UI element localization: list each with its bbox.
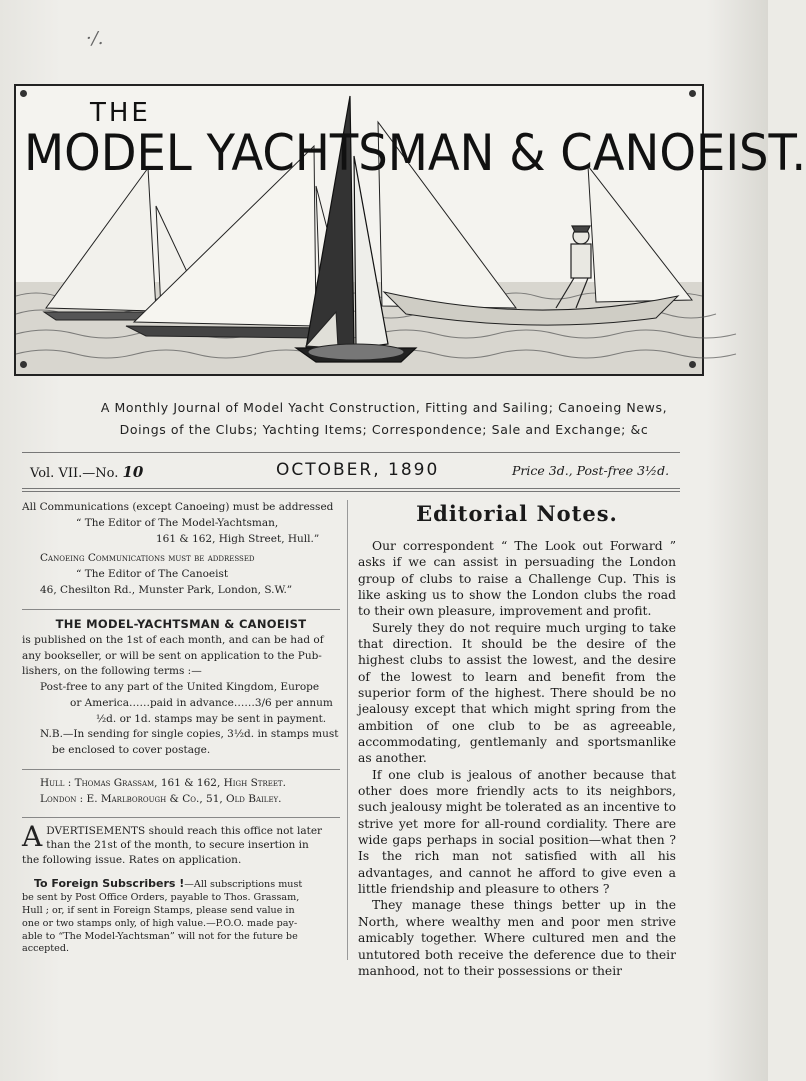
divider <box>22 769 340 770</box>
adv-line: than the 21st of the month, to secure insertion in <box>46 839 309 852</box>
editorial-paragraph: They manage these things better up in the North, where wealthy men and poor men strive amicably together. Where cultured men and the untutored both receive the deference due to their manhood, not to their possessions or their <box>358 898 676 978</box>
pub-line: any bookseller, or will be sent on application to the Pub- <box>22 649 322 662</box>
hull-agent: Hull : Thomas Grassam, 161 & 162, High Street. <box>40 776 286 789</box>
rivet-icon <box>689 361 696 368</box>
pub-line: lishers, on the following terms :— <box>22 665 202 678</box>
rivet-icon <box>20 361 27 368</box>
rivet-icon <box>20 90 27 97</box>
volume-number <box>30 463 143 481</box>
canoe-line: 46, Chesilton Rd., Munster Park, London, S.W.” <box>40 583 293 596</box>
adv-line: the following issue. Rates on application. <box>22 853 242 866</box>
pencil-margin-note: ·/. <box>86 28 104 49</box>
foreign-line: accepted. <box>22 943 70 955</box>
issue-number-handwritten: 10 <box>122 463 144 481</box>
issue-date: OCTOBER, 1890 <box>276 460 440 480</box>
foreign-line: —All subscriptions must <box>184 878 303 890</box>
divider <box>22 452 680 453</box>
foreign-line: Hull ; or, if sent in Foreign Stamps, please send value in <box>22 904 295 916</box>
left-column <box>22 500 340 956</box>
foreign-line: one or two stamps only, of high value.—P.O.O. made pay- <box>22 917 298 929</box>
foreign-line: be sent by Post Office Orders, payable to Thos. Grassam, <box>22 891 300 903</box>
volume-label: Vol. VII.—No. <box>30 466 119 481</box>
divider <box>22 817 340 818</box>
terms-line: Post-free to any part of the United Kingdom, Europe <box>40 681 320 693</box>
divider <box>22 609 340 610</box>
drop-cap: A <box>22 820 43 854</box>
editorial-paragraph: Our correspondent “ The Look out Forward ” asks if we can assist in persuading the London group of clubs to raise a Challenge Cup. This is like asking us to show the London clubs the road to their own pleasure, improvement and profit. <box>358 538 676 619</box>
nb-line: be enclosed to cover postage. <box>52 744 211 756</box>
editorial-column <box>358 500 676 979</box>
masthead-illustration <box>14 84 806 376</box>
terms-line: or America……paid in advance……3/6 per annum <box>70 696 333 709</box>
advertisement-notice <box>22 820 340 867</box>
editorial-paragraph: If one club is jealous of another because that other does more friendly acts to its neighbors, such jealousy might be tolerated as an incentive to strive yet more for all-round cordiality. There are wide gaps perhaps in social position—what then ? Is the rich man not satisfied with all his advantages, and cannot he afford to give even a little friendship and pleasure to others ? <box>358 767 676 897</box>
adv-line: DVERTISEMENTS should reach this office not later <box>46 825 323 838</box>
canoe-line: Canoeing Communications must be addressed <box>40 552 255 565</box>
editorial-paragraph: Surely they do not require much urging to take that direction. It should be the desire of the highest clubs to assist the lowest, and the desire of the lowest to learn and benefit from the superior form of the highest. There should be no jealousy except that which might spring from the ambition of one club to be as agreeable, accommodating, gentlemanly and sportsmanlike as another. <box>358 620 676 766</box>
foreign-line: able to “The Model-Yachtsman” will not for the future be <box>22 930 298 942</box>
subtitle-line-1: A Monthly Journal of Model Yacht Construction, Fitting and Sailing; Canoeing News, <box>100 400 668 415</box>
divider <box>22 488 680 489</box>
subtitle-line-2: Doings of the Clubs; Yachting Items; Correspondence; Sale and Exchange; &c <box>119 422 649 437</box>
column-divider <box>347 500 348 960</box>
masthead-the: THE <box>90 98 151 128</box>
terms-line: ½d. or 1d. stamps may be sent in payment. <box>96 712 327 725</box>
london-agent: London : E. Marlborough & Co., 51, Old Bailey. <box>40 792 282 805</box>
comm-line: 161 & 162, High Street, Hull.” <box>156 532 320 545</box>
rivet-icon <box>689 90 696 97</box>
foreign-subscribers-notice <box>22 877 340 957</box>
comm-line: “ The Editor of The Model-Yachtsman, <box>76 516 279 529</box>
masthead-title: MODEL YACHTSMAN & CANOEIST. <box>24 124 806 182</box>
pub-line: is published on the 1st of each month, and can be had of <box>22 633 324 646</box>
divider <box>22 491 680 492</box>
canoe-line: “ The Editor of The Canoeist <box>76 568 229 580</box>
editorial-heading: Editorial Notes. <box>416 501 618 526</box>
comm-line: All Communications (except Canoeing) must be addressed <box>22 501 334 513</box>
issue-price: Price 3d., Post-free 3½d. <box>512 463 670 478</box>
foreign-heading: To Foreign Subscribers ! <box>34 876 185 890</box>
publication-heading: THE MODEL-YACHTSMAN & CANOEIST <box>55 616 307 631</box>
nb-line: N.B.—In sending for single copies, 3½d. in stamps must <box>40 728 339 741</box>
